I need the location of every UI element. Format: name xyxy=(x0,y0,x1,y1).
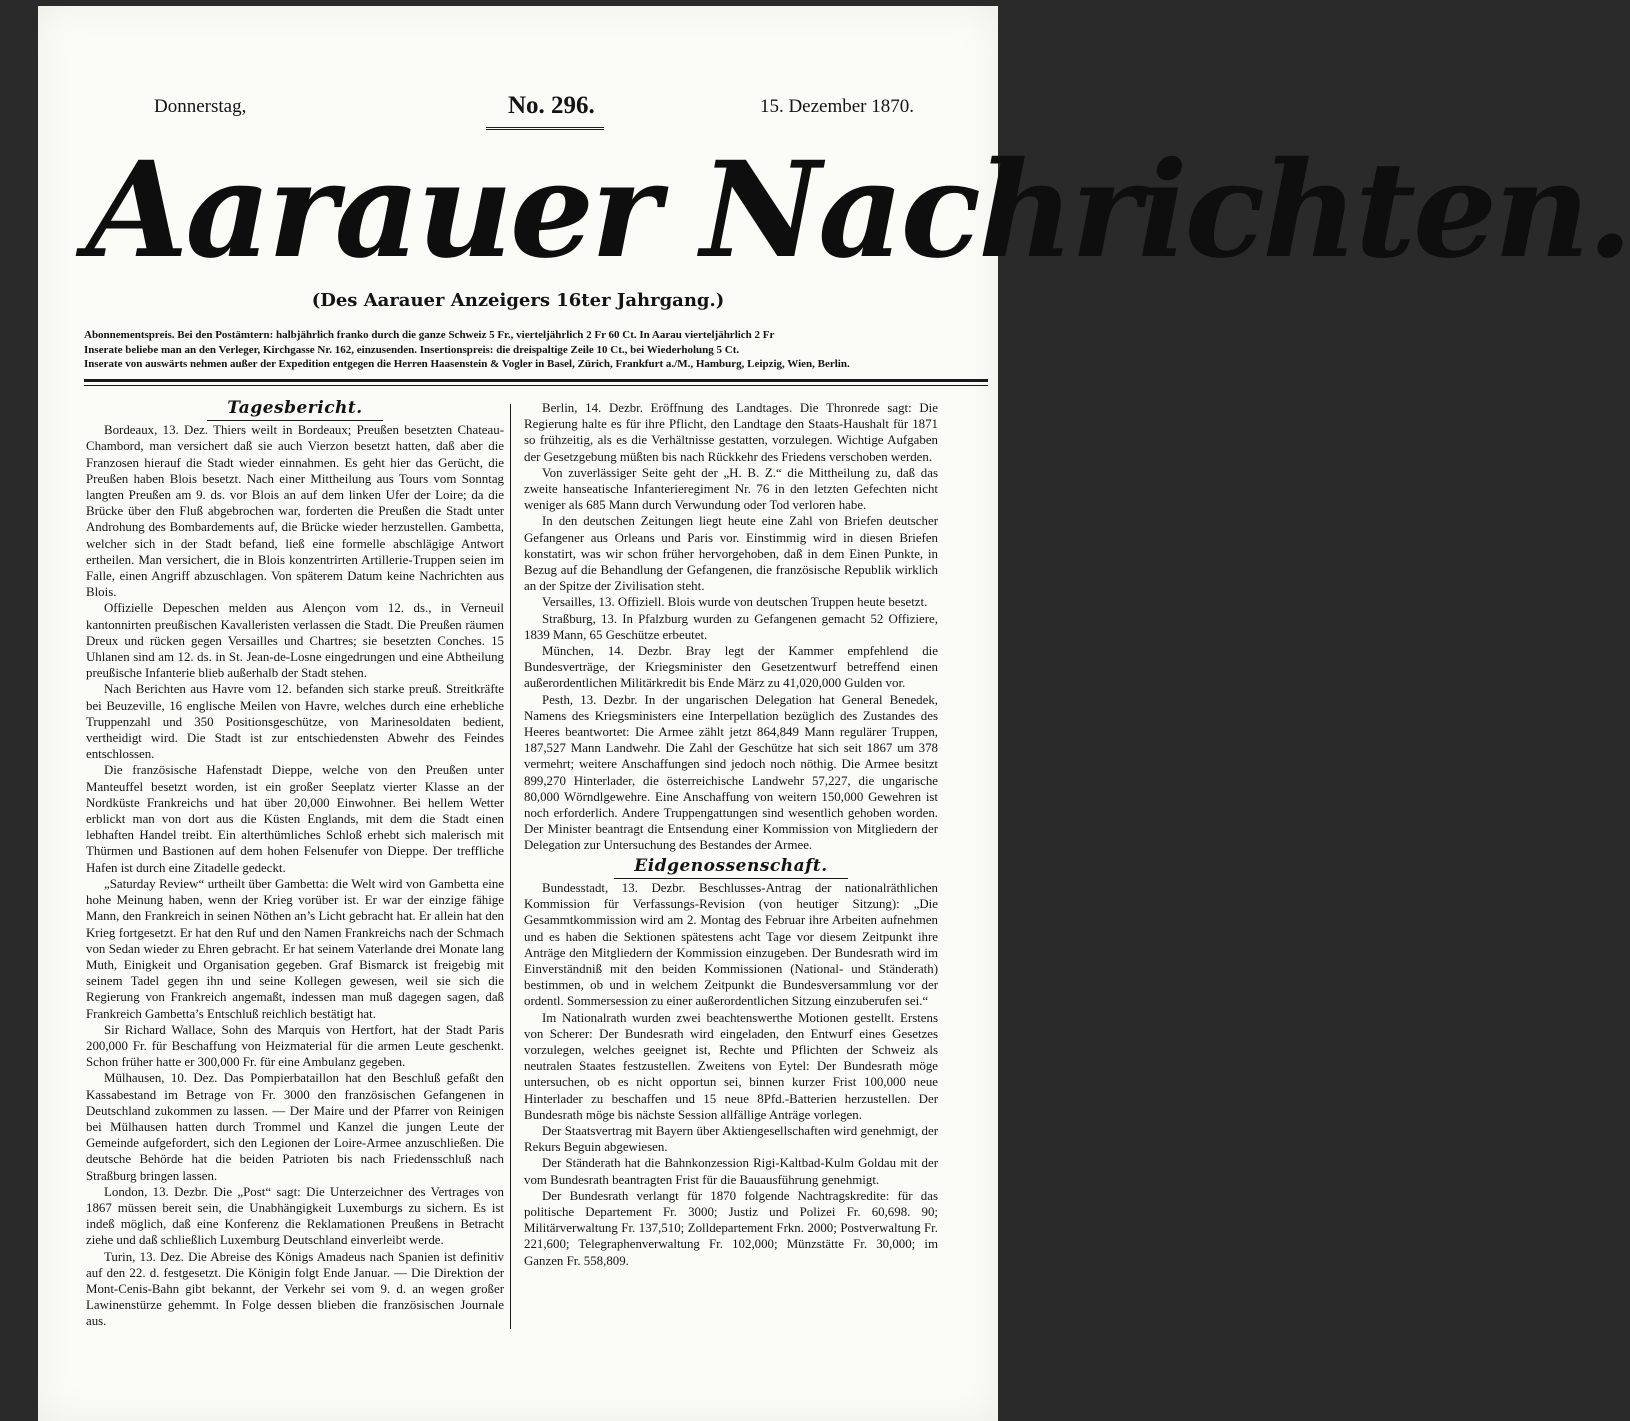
section-heading-eidgenossenschaft: Eidgenossenschaft. xyxy=(524,858,938,874)
article-paragraph: Die französische Hafenstadt Dieppe, welche von den Preußen unter Manteuffel besetzt worden, ist ein großer Seeplatz vierter Klasse an der Nordküste Frankreichs und hat über 20,000 Einwohner. Bei hellem Wetter erblickt man von dort aus die Küsten Englands, mit dem die Stadt einen lebhaften Handel treibt. Ein alterthümliches Schloß erhebt sich malerisch mit Thürmen und Bastionen auf dem hohen Felsenufer von Dieppe. Der treffliche Hafen ist durch eine Zitadelle gedeckt. xyxy=(86,763,504,875)
article-paragraph: Sir Richard Wallace, Sohn des Marquis von Hertfort, hat der Stadt Paris 200,000 Fr. für Beschaffung von Heizmaterial für die armen Leute geschenkt. Schon früher hatte er 300,000 Fr. für eine Ambulanz gegeben. xyxy=(86,1022,504,1070)
article-paragraph: Pesth, 13. Dezbr. In der ungarischen Delegation hat General Benedek, Namens des Kriegsministers eine Interpellation bezüglich des Zustandes des Heeres beantwortet: Die Armee zählt jetzt 864,849 Mann regulärer Truppen, 187,527 Mann Landwehr. Die Zahl der Geschütze hat sich seit 1867 um 378 vermehrt; weitere Anschaffungen sind jedoch noch nöthig. Die Armee besitzt 899,270 Hinterlader, die österreichische Landwehr 57,227, die ungarische 80,000 Wörndlgewehre. Eine Anschaffung von weitern 150,000 Gewehren ist noch erforderlich. Andere Truppengattungen sind wesentlich gehoben worden. Der Minister beantragt die Entsendung einer Kommission von Mitgliedern der Delegation zur Untersuchung des Bestandes der Armee. xyxy=(524,692,938,853)
masthead-title: Aarauer Nachrichten. xyxy=(86,133,1630,288)
issue-date: 15. Dezember 1870. xyxy=(759,96,914,117)
article-paragraph: Der Staatsvertrag mit Bayern über Aktiengesellschaften wird genehmigt, der Rekurs Beguin abgewiesen. xyxy=(524,1123,938,1155)
article-paragraph: Im Nationalrath wurden zwei beachtenswerthe Motionen gestellt. Erstens von Scherer: Der Bundesrath wird eingeladen, den Entwurf eines Gesetzes vorzulegen, welches geeignet ist, Rechte und Pflichten der Schweiz als neutralen Staates festzustellen. Zweitens von Eytel: Der Bundesrath möge untersuchen, ob es nicht opportun sei, binnen kurzer Frist 100,000 neue Hinterlader zu beschaffen und 15 neue 8Pfd.-Batterien herzustellen. Der Bundesrath möge bis nächste Session allfällige Anträge vorlegen. xyxy=(524,1010,938,1122)
issue-day: Donnerstag, xyxy=(154,96,247,117)
article-paragraph: In den deutschen Zeitungen liegt heute eine Zahl von Briefen deutscher Gefangener aus Orleans und Paris vor. Einstimmig wird in diesen Briefen konstatirt, was wir schon früher hervorgehoben, daß in dem Einen Punkte, in Bezug auf die Behandlung der Gefangenen, die französische Republik wirklich an der Spitze der Zivilisation steht. xyxy=(524,514,938,594)
article-paragraph: Turin, 13. Dez. Die Abreise des Königs Amadeus nach Spanien ist definitiv auf den 22. d. festgesetzt. Die Königin folgt Ende Januar. — Die Direktion der Mont-Cenis-Bahn gibt bekannt, der Verkehr sei vom 9. d. an wegen großer Lawinenstürze gehemmt. In Folge dessen blieben die französischen Journale aus. xyxy=(86,1249,504,1329)
article-paragraph: Versailles, 13. Offiziell. Blois wurde von deutschen Truppen heute besetzt. xyxy=(542,595,928,610)
article-paragraph: Mülhausen, 10. Dez. Das Pompierbataillon hat den Beschluß gefaßt den Kassabestand im Betrage von Fr. 3000 den französischen Gefangenen in Deutschland zukommen zu lassen. — Der Maire und der Pfarrer von Reinigen bei Mülhausen hatten durch Trommel und Kanzel die jungen Leute der Gemeinde aufgefordert, sich den Legionen der Loire-Armee anzuschließen. Die deutsche Behörde hat die beiden Patrioten bis nach Friedensschluß nach Straßburg bringen lassen. xyxy=(86,1071,504,1183)
article-paragraph: Bundesstadt, 13. Dezbr. Beschlusses-Antrag der nationalräthlichen Kommission für Verfassungs-Revision (von heutiger Sitzung): „Die Gesammtkommission wird am 2. Montag des Februar ihre Arbeiten aufnehmen und es haben die Sektionen spätestens acht Tage vor diesem Zeitpunkt ihre Anträge den Mitgliedern der Kommission einzugeben. Der Bundesrath wird im Einverständniß mit den beiden Kommissionen (National- und Ständerath) bestimmen, ob und in welchem Zeitpunkt die Bundesversammlung vor der ordentl. Sommersession zu einer außerordentlichen Sitzung einzuberufen sei.“ xyxy=(524,880,938,1009)
newspaper-page xyxy=(38,6,1630,1421)
issue-number: No. 296. xyxy=(508,92,595,119)
article-paragraph: Der Bundesrath verlangt für 1870 folgende Nachtragskredite: für das politische Departement Fr. 3000; Justiz und Polizei Fr. 60,698. 90; Militärverwaltung Fr. 137,510; Zolldepartement Frkn. 2000; Postverwaltung Fr. 221,600; Telegraphenverwaltung Fr. 102,000; Münzstätte Fr. 30,000; im Ganzen Fr. 558,809. xyxy=(524,1188,938,1268)
article-paragraph: London, 13. Dezbr. Die „Post“ sagt: Die Unterzeichner des Vertrages von 1867 müssen bereit sein, die Unabhängigkeit Luxemburgs zu sichern. Es ist indeß möglich, daß eine Konferenz die Reklamationen Preußens in Betracht ziehe und daß schließlich Luxemburg Deutschland einverleibt werde. xyxy=(86,1184,504,1248)
right-column xyxy=(524,400,938,1400)
article-paragraph: Der Ständerath hat die Bahnkonzession Rigi-Kaltbad-Kulm Goldau mit der vom Bundesrath beantragten Frist für die Bauausführung genehmigt. xyxy=(524,1156,938,1187)
masthead-subtitle: (Des Aarauer Anzeigers 16ter Jahrgang.) xyxy=(311,290,725,311)
notice-line: Inserate von auswärts nehmen außer der Expedition entgegen die Herren Haasenstein & Vogler in Basel, Zürich, Frankfurt a./M., Hamburg, Leipzig, Wien, Berlin. xyxy=(84,358,850,370)
article-paragraph: Von zuverlässiger Seite geht der „H. B. Z.“ die Mittheilung zu, daß das zweite hanseatische Infanterieregiment Nr. 76 in den letzten Gefechten nicht weniger als 685 Mann durch Verwundung oder Tod verloren habe. xyxy=(524,465,938,513)
article-paragraph: Straßburg, 13. In Pfalzburg wurden zu Gefangenen gemacht 52 Offiziere, 1839 Mann, 65 Geschütze erbeutet. xyxy=(524,611,938,642)
article-paragraph: München, 14. Dezbr. Bray legt der Kammer empfehlend die Bundesverträge, der Kriegsminister den Gesetzentwurf betreffend einen außerordentlichen Militärkredit bis Ende März zu 41,020,000 Gulden vor. xyxy=(524,644,938,691)
article-paragraph: Bordeaux, 13. Dez. Thiers weilt in Bordeaux; Preußen besetzten Chateau-Chambord, man versichert daß sie auch Vierzon besetzt hatten, daß aber die Franzosen hierauf die Stadt wieder einnahmen. Es geht hier das Gerücht, die Preußen haben Blois besetzt. Nach einer Mittheilung aus Tours vom Sonntag langten Preußen am 9. ds. vor Blois an auf dem linken Ufer der Loire; da die Brücke über den Fluß abgebrochen war, forderten die Preußen die Stadt unter Androhung des Bombardements auf, die Brücke wieder herzustellen. Gambetta, welcher sich in der Stadt befand, ließ eine formelle abschlägige Antwort ertheilen. Man versichert, die in Blois konzentrirten Artillerie-Truppen seien im Falle, einen Angriff abzuschlagen. Von späterem Datum keine Nachrichten aus Blois. xyxy=(86,423,504,600)
header-rule xyxy=(84,379,988,382)
notice-line: Abonnementspreis. Bei den Postämtern: halbjährlich franko durch die ganze Schweiz 5 Fr., vierteljährlich 2 Fr 60 Ct. In Aarau vierteljährlich 2 Fr xyxy=(84,329,775,341)
subscription-notice xyxy=(84,328,988,372)
notice-line: Inserate beliebe man an den Verleger, Kirchgasse Nr. 162, einzusenden. Insertionspreis: die dreispaltige Zeile 10 Ct., bei Wiederholung 5 Ct. xyxy=(84,343,740,356)
article-paragraph: Nach Berichten aus Havre vom 12. befanden sich starke preuß. Streitkräfte bei Beuzeville, 16 englische Meilen von Havre, welches durch eine erhebliche Truppenzahl und 350 Positionsgeschütze, von Marinesoldaten bedient, vertheidigt wird. Die Stadt ist zur entschiedensten Abwehr des Feindes entschlossen. xyxy=(86,682,504,762)
article-paragraph: Berlin, 14. Dezbr. Eröffnung des Landtages. Die Thronrede sagt: Die Regierung halte es für ihre Pflicht, den Landtage den Staats-Haushalt für 1871 so frühzeitig, als es die Verhältnisse gestatten, vorzulegen. Wichtige Aufgaben der Gesetzgebung müßten bis nach Rückkehr des Friedens verschoben werden. xyxy=(524,401,938,464)
header-rule-thin xyxy=(84,385,988,386)
section-heading-tagesbericht: Tagesbericht. xyxy=(86,400,504,416)
dateline xyxy=(154,92,914,128)
left-column xyxy=(86,400,504,1400)
column-divider xyxy=(510,404,511,1329)
article-paragraph: „Saturday Review“ urtheilt über Gambetta: die Welt wird von Gambetta eine hohe Meinung haben, wenn der Krieg vorüber ist. Er war der einzige fähige Mann, den Frankreich in seinen Nöthen an’s Licht gebracht hat. Er allein hat den Krieg fortgesetzt. Er hat den Ruf und den Namen Frankreichs nach der Schmach von Sedan wieder zu Ehren gebracht. Er hat seinem Vaterlande drei Monate lang Muth, Einigkeit und Organisation gegeben. Graf Bismarck ist freigebig mit seinem Tadel gegen ihn und seine Kollegen gewesen, weil sie sich die Regierung von Frankreich angemaßt, indessen man muß dagegen sagen, daß Frankreich Gambetta’s Entschluß reichlich bestätigt hat. xyxy=(86,876,504,1021)
article-paragraph: Offizielle Depeschen melden aus Alençon vom 12. ds., in Verneuil kantonnirten preußischen Kavalleristen verlassen die Stadt. Die Preußen räumen Dreux und rücken gegen Versailles und Chartres; sie besetzten Conches. 15 Uhlanen sind am 12. ds. in St. Jean-de-Losne eingedrungen und eine Abtheilung preußische Infanterie blieb außerhalb der Stadt stehen. xyxy=(86,601,504,681)
